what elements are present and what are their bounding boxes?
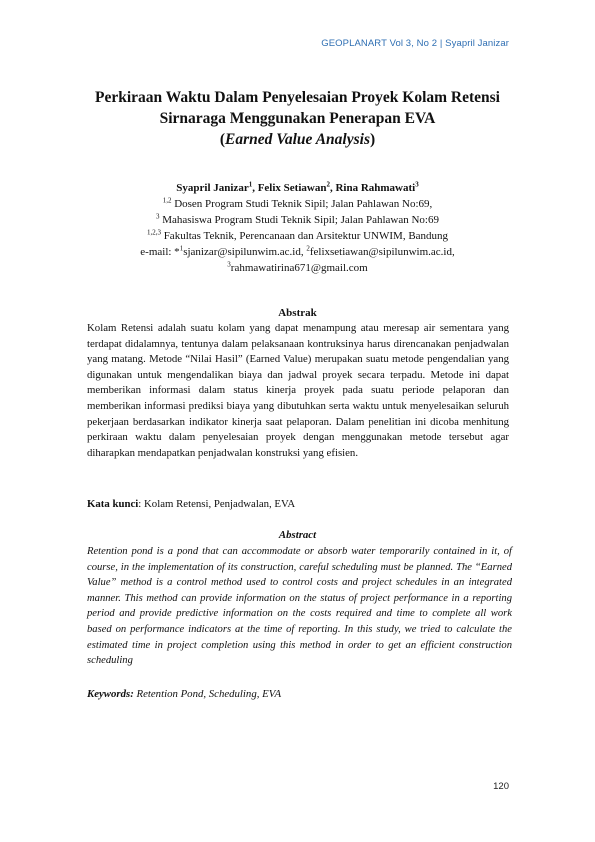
abstract-body: Retention pond is a pond that can accommodate or absorb water temporarily contained in it, of course, in the implementation of its construction, careful scheduling must be planned. The “Earned Value” method is a control method used to control costs and project schedules in an integrated manner. This method can provide information on the status of project performance in a reporting period and provide predictive information on the costs required and time to complete all work based on performance indicators at the time of reporting. In this study, we tried to calculate the estimated time in project completion using this method in order to get an efficient construction scheduling <box>87 546 512 667</box>
affiliation-2 <box>60 212 535 228</box>
journal-header: GEOPLANART Vol 3, No 2 | Syapril Janizar <box>321 38 509 49</box>
email-2-sup: 2 <box>306 244 310 253</box>
affiliation-2-sup: 3 <box>155 212 160 221</box>
title-line-3 <box>60 129 535 150</box>
author-2: Felix Setiawan <box>257 182 327 194</box>
email-1: sjanizar@sipilunwim.ac.id, <box>183 246 307 258</box>
email-3-sup: 3 <box>227 260 231 269</box>
affiliation-1-text: Dosen Program Studi Teknik Sipil; Jalan Pahlawan No:69, <box>171 198 433 210</box>
keywords-label: Keywords: <box>87 688 134 700</box>
keywords-text: Retention Pond, Scheduling, EVA <box>133 688 282 700</box>
email-1-sup: 1 <box>179 244 184 253</box>
kata-kunci-text: : Kolam Retensi, Penjadwalan, EVA <box>138 498 296 510</box>
affiliation-3-text: Fakultas Teknik, Perencanaan dan Arsitektur UNWIM, Bandung <box>160 230 449 242</box>
paper-title <box>60 87 535 150</box>
kata-kunci <box>87 498 295 510</box>
affiliation-2-text: Mahasiswa Program Studi Teknik Sipil; Jalan Pahlawan No:69 <box>159 214 439 226</box>
author-1: Syapril Janizar <box>176 182 249 194</box>
author-names <box>60 180 535 196</box>
abstract-heading: Abstract <box>278 529 317 541</box>
author-sep-1: , <box>252 182 258 194</box>
title-subtitle: Earned Value Analysis <box>225 131 370 148</box>
author-3: Rina Rahmawati <box>335 182 416 194</box>
author-2-sup: 2 <box>326 180 330 189</box>
title-paren-open: ( <box>219 131 225 148</box>
page-number: 120 <box>493 781 509 792</box>
author-sep-2: , <box>329 182 336 194</box>
abstrak-body: Kolam Retensi adalah suatu kolam yang dapat menampung atau meresap air sementara yang terdapat didalamnya, tentunya dalam pelaksanaan kontruksinya harus direncanakan penjadwalan yang matang. Metode “Nilai Hasil” (Earned Value) merupakan suatu metode pengendalian yang digunakan untuk mengendalikan biaya dan jadwal proyek secara terpadu. Metode ini dapat memberikan informasi dalam status kinerja proyek pada suatu periode pelaporan dan memberikan informasi prediksi biaya yang dibutuhkan serta waktu untuk menyelesaikan seluruh pekerjaan berdasarkan indikator kinerja saat pelaporan. Dalam penelitian ini dicoba menhitung perkiraan waktu dalam penyelesaian proyek dengan menggunakan metode tersebut agar diharapkan mendapatkan penjadwalan konstruksi yang efisien. <box>87 322 509 459</box>
author-block <box>60 180 535 276</box>
email-line-2 <box>60 260 535 276</box>
affiliation-1 <box>60 196 535 212</box>
title-line-1: Perkiraan Waktu Dalam Penyelesaian Proyek Kolam Retensi <box>95 89 500 106</box>
email-line <box>60 244 535 260</box>
affiliation-3 <box>60 228 535 244</box>
affiliation-3-sup: 1,2,3 <box>146 228 161 237</box>
affiliation-1-sup: 1,2 <box>162 196 172 205</box>
email-3: rahmawatirina671@gmail.com <box>230 262 368 274</box>
kata-kunci-label: Kata kunci <box>87 498 139 510</box>
title-line-2: Sirnaraga Menggunakan Penerapan EVA <box>159 110 436 127</box>
abstrak-heading: Abstrak <box>278 307 317 319</box>
author-3-sup: 3 <box>415 180 419 189</box>
author-1-sup: 1 <box>248 180 253 189</box>
title-paren-close: ) <box>370 131 376 148</box>
email-prefix: e-mail: * <box>140 246 180 258</box>
keywords <box>87 688 281 700</box>
email-2: felixsetiawan@sipilunwim.ac.id, <box>309 246 455 258</box>
